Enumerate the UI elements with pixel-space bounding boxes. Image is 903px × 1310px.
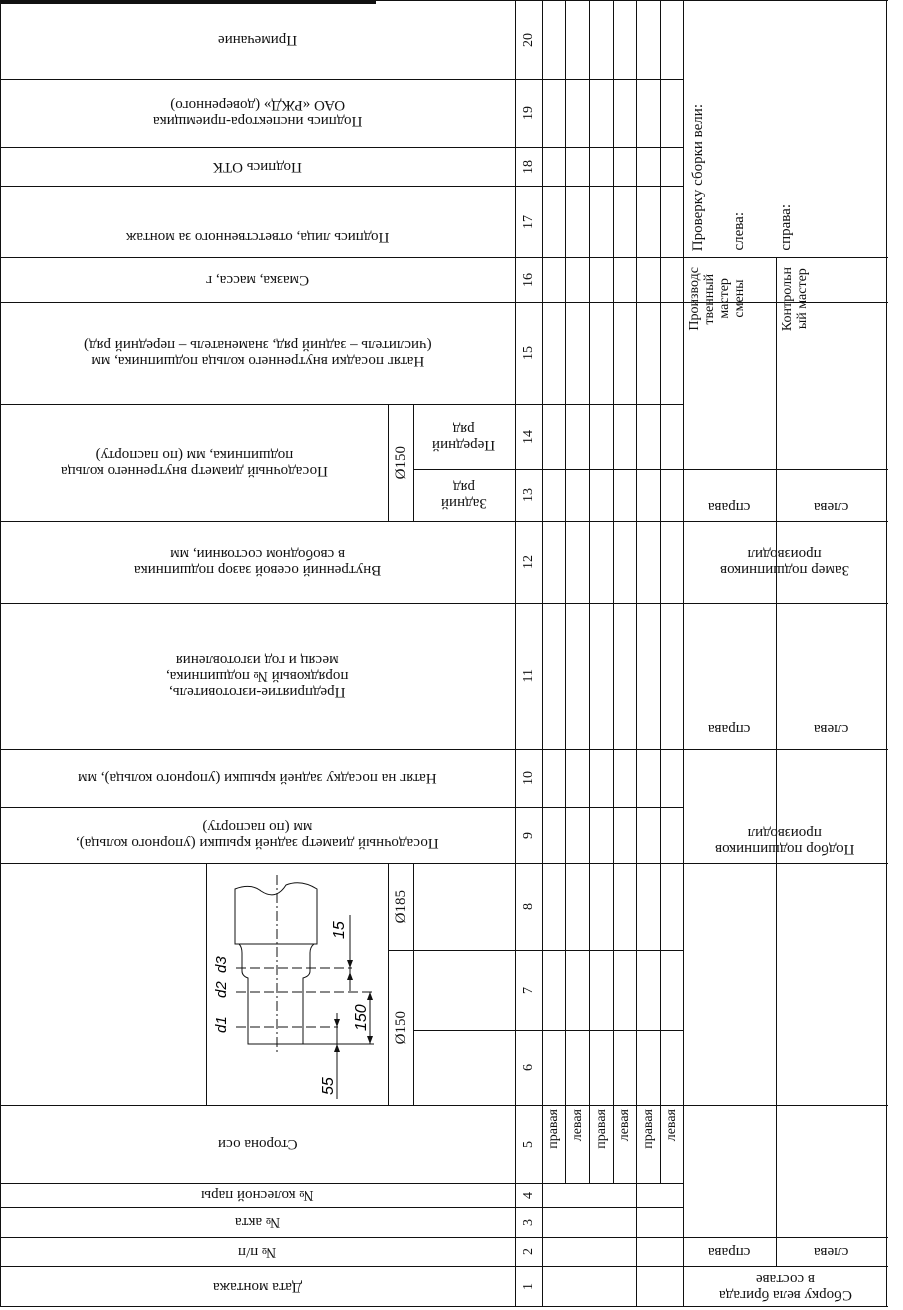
row-number-17 [515, 186, 542, 257]
measure-label: Замер подшипников производил [720, 546, 850, 578]
row-number-11 [515, 603, 542, 749]
row-number-16 [515, 257, 542, 302]
row-10-label-cell [0, 749, 515, 807]
selection-cell [683, 749, 887, 863]
side-label: правая [640, 1109, 656, 1149]
row-11-left-cell [776, 603, 887, 749]
row-label: Посадочный диаметр внутреннего кольца подшипника, мм (по паспорту) [60, 446, 328, 479]
row-5-label-cell [0, 1105, 515, 1183]
row-number-9 [515, 807, 542, 863]
right-side-label: справа [708, 1243, 751, 1260]
grid-line-vertical [660, 0, 661, 1183]
row-label: Дата монтажа [212, 1278, 303, 1295]
right-side-label: справа [708, 721, 751, 737]
row-number-3 [515, 1207, 542, 1237]
left-side-label: слева [814, 499, 849, 515]
row-number: 19 [520, 106, 536, 120]
row-number-2 [515, 1237, 542, 1266]
grid-line-vertical [565, 0, 566, 1183]
row-19-label-cell [0, 79, 515, 147]
check-left-label: слева: [731, 212, 747, 251]
row-number: 5 [520, 1140, 536, 1148]
grid-line-vertical [589, 0, 590, 1183]
diameter-value: Ø150 [392, 1010, 409, 1045]
check-right-cell [775, 0, 797, 257]
row-number: 2 [520, 1248, 536, 1255]
row-number-20 [515, 0, 542, 79]
row-label: № колесной пары [201, 1187, 314, 1203]
row-number: 12 [520, 555, 536, 569]
production-master-label: Производс твенный мастер смены [687, 267, 747, 331]
diameter-value: Ø150 [392, 445, 409, 480]
row-2-right-cell [683, 1237, 776, 1266]
row-label: Смазка, масса, г [205, 271, 310, 288]
row-number-7 [515, 950, 542, 1030]
row-number: 10 [520, 771, 536, 785]
d1-label: d1 [213, 1016, 230, 1033]
row-label: Натяг на посадку задней крышки (упорного кольца), мм [78, 770, 437, 786]
diameter-value: Ø185 [392, 889, 409, 924]
production-master-cell [683, 257, 776, 469]
row-1-label-cell [0, 1266, 515, 1307]
measure-cell [683, 521, 887, 603]
row-label: Задний ряд [441, 479, 487, 511]
row-20-label-cell [0, 0, 515, 79]
row-number: 4 [520, 1191, 536, 1199]
row-number: 13 [520, 488, 536, 502]
row-label: Подпись ОТК [213, 158, 302, 175]
side-cell-2 [565, 1105, 589, 1183]
dimension-55: 55 [320, 1077, 337, 1095]
row-15-label-cell [0, 302, 515, 404]
row-label: Предприятие-изготовитель, порядковый № подшипника, месяц и год изготовления [166, 652, 349, 700]
check-title-cell [683, 0, 713, 257]
row-9-label-cell [0, 807, 515, 863]
left-side-label: слева [814, 721, 849, 737]
grid-line-vertical [613, 0, 614, 1183]
row-label: Передний ряд [432, 420, 496, 453]
side-cell-1 [542, 1105, 565, 1183]
row-label: № акта [234, 1214, 281, 1230]
left-side-label: слева [814, 1243, 849, 1260]
row-18-label-cell [0, 147, 515, 186]
team-label: Сборку вела бригада в составе [718, 1270, 852, 1303]
row-2-label-cell [0, 1237, 515, 1266]
row-13-right-cell [683, 469, 776, 521]
row-12-label-cell [0, 521, 515, 603]
side-cell-5 [636, 1105, 660, 1183]
row-16-label-cell [0, 257, 515, 302]
row-number: 16 [520, 272, 536, 287]
right-side-label: справа [708, 499, 751, 515]
row-number-15 [515, 302, 542, 404]
row-number-19 [515, 79, 542, 147]
row-number: 8 [520, 903, 536, 910]
dimension-15: 15 [331, 921, 348, 939]
row-14-label-cell [413, 404, 515, 469]
row-number-12 [515, 521, 542, 603]
dimension-150: 150 [353, 1004, 370, 1031]
row-number-8 [515, 863, 542, 950]
row-label: Подпись лица, ответственного за монтаж [125, 229, 390, 245]
d3-label: d3 [213, 956, 230, 973]
team-cell [683, 1266, 887, 1307]
side-cell-6 [660, 1105, 683, 1183]
row-label: Подпись инспектора-приемщика ОАО «РЖД» (доверенного) [152, 97, 363, 129]
row-label: Примечание [217, 31, 298, 48]
row-label: № п/п [238, 1243, 277, 1260]
row-number-5 [515, 1105, 542, 1183]
row-17-label-cell [0, 186, 515, 257]
row-3-label-cell [0, 1207, 515, 1237]
row-number: 1 [520, 1283, 536, 1290]
row-label: Натяг посадки внутреннего кольца подшипника, мм (числитель – задний ряд, знаменатель – передний ряд) [83, 337, 432, 369]
row-number: 20 [520, 32, 536, 47]
side-label: правая [593, 1109, 609, 1149]
row-number-14 [515, 404, 542, 469]
row-label: Сторона оси [217, 1136, 298, 1152]
row-number: 6 [520, 1064, 536, 1071]
check-title: Проверку сборки вели: [690, 103, 706, 251]
row-label: Внутренний осевой зазор подшипника в свободном состоянии, мм [133, 546, 382, 578]
check-right-label: справа: [778, 204, 794, 251]
row-8-diameter [388, 863, 413, 950]
row-label: Посадочный диаметр задней крышки (упорного кольца), мм (по паспорту) [76, 819, 439, 851]
row-number: 18 [520, 159, 536, 174]
row-6-7-diameter [388, 950, 413, 1105]
row-number: 15 [520, 346, 536, 360]
row-number-6 [515, 1030, 542, 1105]
row-13-14-diameter [388, 404, 413, 521]
row-number: 11 [520, 669, 536, 683]
grid-line-horizontal [413, 1030, 684, 1031]
shaft-journal-drawing [206, 863, 388, 1105]
row-number-4 [515, 1183, 542, 1207]
check-left-cell [728, 0, 750, 257]
row-number: 3 [520, 1218, 536, 1226]
grid-line-vertical [413, 863, 414, 1105]
row-4-label-cell [0, 1183, 515, 1207]
row-number-10 [515, 749, 542, 807]
row-number-1 [515, 1266, 542, 1307]
row-number-18 [515, 147, 542, 186]
row-number: 17 [520, 214, 536, 229]
grid-line-horizontal [0, 863, 888, 864]
side-cell-3 [589, 1105, 613, 1183]
row-number: 9 [520, 831, 536, 839]
row-number-13 [515, 469, 542, 521]
d2-label: d2 [213, 981, 230, 998]
row-13-label-cell [413, 469, 515, 521]
side-label: правая [546, 1109, 561, 1149]
row-13-14-label-cell [0, 404, 388, 521]
row-2-left-cell [776, 1237, 887, 1266]
row-number: 14 [520, 429, 536, 444]
side-label: левая [664, 1109, 679, 1142]
selection-label: Подбор подшипников производил [715, 825, 855, 857]
side-label: левая [569, 1109, 585, 1142]
row-11-label-cell [0, 603, 515, 749]
row-11-right-cell [683, 603, 776, 749]
row-number: 7 [520, 986, 536, 994]
control-master-label: Контрольн ый мастер [780, 267, 810, 332]
side-label: левая [617, 1109, 632, 1142]
control-master-cell [776, 257, 887, 469]
row-13-left-cell [776, 469, 887, 521]
side-cell-4 [613, 1105, 636, 1183]
